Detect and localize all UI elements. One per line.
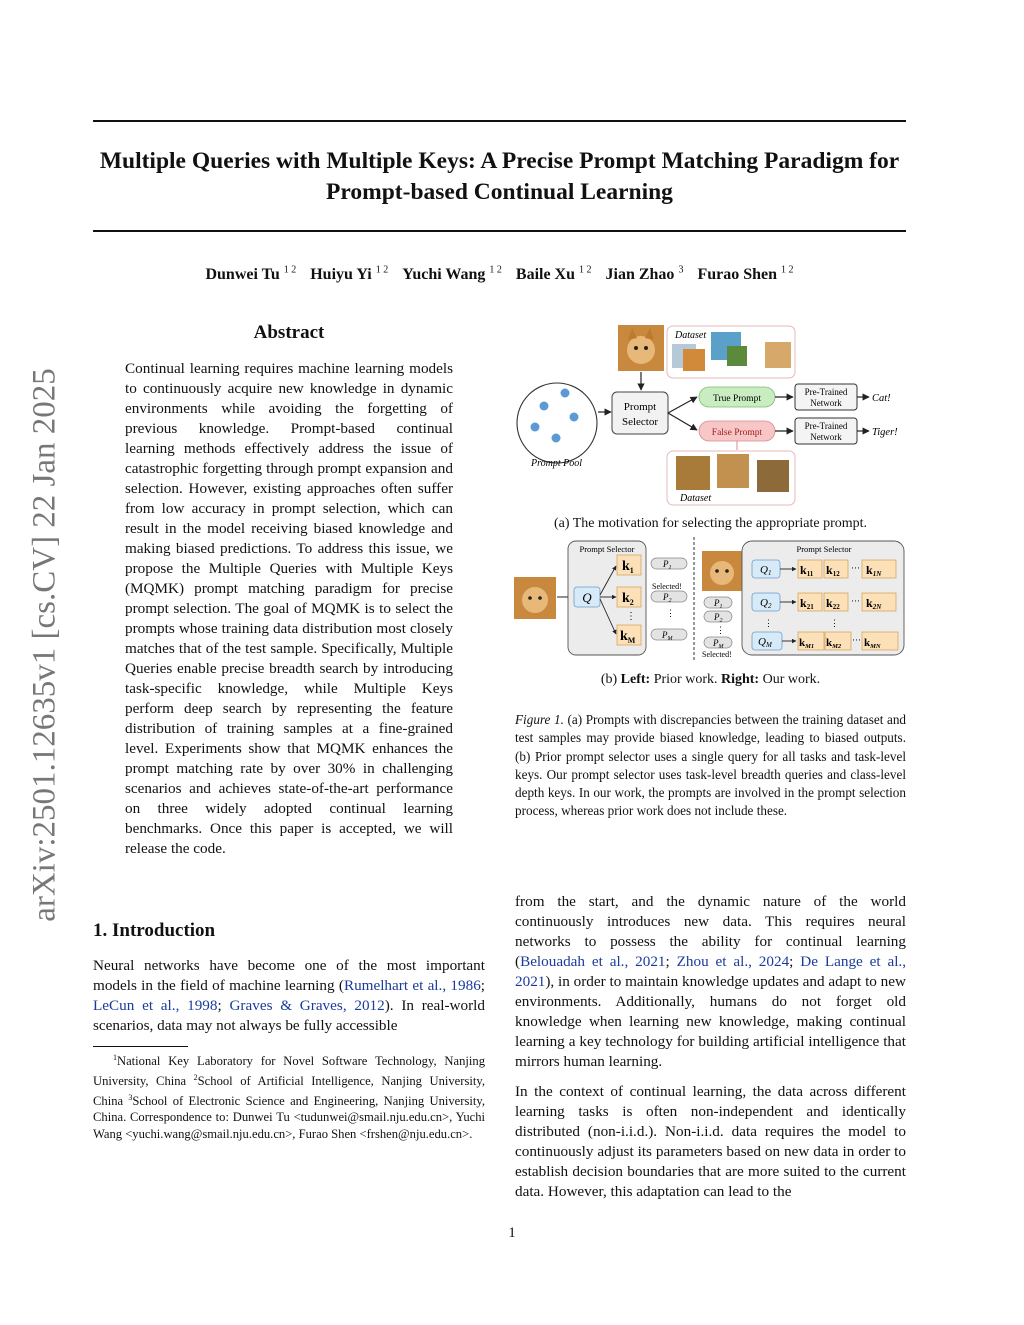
right-query-vdots: ⋮ (764, 618, 773, 628)
pool-node-5 (552, 434, 561, 443)
key-k21-label: k21 (800, 596, 814, 611)
left-selected-label: Selected! (652, 582, 682, 591)
query-row-1 (752, 560, 896, 578)
title-line-2: Prompt-based Continual Learning (326, 179, 673, 205)
author-1: Dunwei Tu $^{1 2}$ (205, 265, 297, 284)
title-line-1: Multiple Queries with Multiple Keys: A Precise Prompt Matching Paradigm for (99, 148, 900, 174)
pool-node-4 (531, 423, 540, 432)
intro-paragraph-2: In the context of continual learning, the data across different learning tasks is often non-independent and identically distributed (non-i.i.d.). Non-i.i.d. data requires the model to continuously adjust its parameters based on new data in order to establish decision boundaries that are more suited to the current data. However, this adaptation can lead to the (515, 1083, 906, 1200)
key-k11-label: k11 (800, 563, 814, 578)
prompt-pool-circle (517, 383, 597, 463)
selector-to-true-arrow (668, 397, 697, 413)
author-3: Yuchi Wang $^{1 2}$ (402, 265, 502, 284)
row-M-cdots: ··· (852, 635, 861, 645)
false-dataset-label: Dataset (680, 493, 712, 504)
query-QM-label: QM (758, 636, 772, 649)
key-kM2-label: kM2 (826, 637, 842, 650)
citation-rumelhart[interactable]: Rumelhart et al., 1986 (343, 977, 481, 994)
test-cat-image (618, 325, 664, 371)
output-cat: Cat! (872, 393, 891, 404)
left-test-image (514, 577, 556, 619)
left-selector-title: Prompt Selector (579, 544, 635, 554)
author-5: Jian Zhao $^3$ (605, 265, 684, 284)
right-test-image (702, 551, 742, 591)
figure-1a (515, 320, 906, 510)
citation-lecun[interactable]: LeCun et al., 1998 (93, 997, 218, 1014)
right-prompt-P1-label: $P_1$ (714, 598, 723, 610)
row-2-cdots: ··· (851, 596, 860, 606)
figure-1a-caption: (a) The motivation for selecting the appropriate prompt. (553, 516, 868, 531)
author-2: Huiyu Yi $^{1 2}$ (310, 265, 389, 284)
query-Q1-label: Q1 (760, 564, 772, 577)
key-kMN-label: kMN (864, 637, 881, 650)
pool-node-3 (570, 413, 579, 422)
left-prompt-vdots: ⋮ (666, 608, 675, 618)
false-prompt-label: False Prompt (711, 428, 763, 438)
pool-node-2 (540, 402, 549, 411)
affiliation-footnote: $^1$National Key Laboratory for Novel Software Technology, Nanjing University, China $^2$School of Artificial Intelligence, Nanjing University, China $^3$School of Electronic Science and Engineering, Nanjing University, China. Correspondence to: Dunwei Tu <tudunwei@smail.nju.edu.cn>, Yuchi Wang <yuchi.wang@smail.nju.edu.cn>, Furao Shen <frshen@nju.edu.cn>. (93, 1053, 485, 1141)
title-top-rule (93, 120, 906, 122)
abstract-body: Continual learning requires machine learning models to continuously acquire new knowledge in dynamic environments while avoiding the forgetting of previous knowledge. Prompt-based continual learning methods effectively address the issue of catastrophic forgetting through prompt expansion and selection. However, existing approaches often suffer from low accuracy in prompt selection, which can result in the model receiving biased knowledge and making biased predictions. To address this issue, we propose the Multiple Queries with Multiple Keys (MQMK) prompt matching paradigm for precise prompt selection. The goal of MQMK is to select the prompts whose training data distribution most closely matches that of the test sample. Specifically, Multiple Queries enable precise breadth search by introducing task-specific knowledge, while Multiple Keys perform deep search by representing the feature distribution of training samples at a fine-grained level. Experiments show that MQMK enhances the prompt matching rate by over 30% in challenging scenarios and achieves state-of-the-art performance on three widely adopted continual learning benchmarks. Once this paper is accepted, we will release the code. (125, 360, 453, 857)
key-k12-label: k12 (826, 563, 840, 578)
right-selector-title: Prompt Selector (796, 544, 852, 554)
right-key-vdots: ⋮ (830, 618, 839, 628)
key-k1N-label: k1N (866, 563, 882, 578)
citation-graves[interactable]: Graves & Graves, 2012 (229, 997, 385, 1014)
figure-1b (512, 535, 906, 663)
left-prompt-P1-label: $P_1$ (663, 559, 672, 571)
prompt-pool-label: Prompt Pool (531, 458, 583, 469)
right-selected-label: Selected! (702, 650, 732, 659)
right-prompt-vdots: ⋮ (716, 625, 725, 635)
intro-paragraph-continued: from the start, and the dynamic nature of the world continuously introduces new data. This requires neural networks to possess the ability for continual learning (Belouadah et al., 2021; Zhou et al., 2024; De Lange et al., 2021), in order to maintain knowledge updates and adapt to new environments. Additionally, humans do not forget old knowledge when learning new knowledge, making continual learning a key technology for building artificial intelligence that mirrors human learning. (515, 893, 907, 1070)
left-key-k2-label: $k_2$ (622, 591, 634, 607)
left-query-label: Q (582, 590, 592, 605)
output-tiger: Tiger! (872, 427, 898, 438)
citation-delange[interactable]: De Lange et al., 2021 (515, 953, 907, 990)
page-number: 1 (508, 1225, 516, 1241)
network-2-line-2: Network (810, 432, 842, 442)
intro-heading: 1. Introduction (93, 920, 216, 941)
left-prompt-PM-label: $P_M$ (662, 630, 673, 642)
selector-line-1: Prompt (623, 401, 657, 413)
selector-to-false-arrow (668, 413, 697, 430)
citation-zhou[interactable]: Zhou et al., 2024 (676, 953, 790, 970)
row-1-cdots: ··· (851, 563, 860, 573)
network-1-line-2: Network (810, 398, 842, 408)
title-bottom-rule (93, 230, 906, 232)
key-kM1-label: kM1 (799, 637, 815, 650)
left-key-kM-label: $k_M$ (620, 629, 636, 645)
citation-belouadah[interactable]: Belouadah et al., 2021 (520, 953, 666, 970)
figure-1-caption: Figure 1. (a) Prompts with discrepancies between the training dataset and test samples may provide biased knowledge, leading to biased outputs. (b) Prior prompt selector uses a single query for all tasks and task-level keys. Our prompt selector uses task-level breadth queries and class-level depth keys. In our work, the prompts are involved in the prompt selection process, whereas prior work does not include these. (515, 712, 907, 819)
author-list (93, 265, 906, 284)
true-prompt-label: True Prompt (713, 394, 761, 404)
intro-paragraph: Neural networks have become one of the most important models in the field of machine learning (Rumelhart et al., 1986; LeCun et al., 1998; Graves & Graves, 2012). In real-world scenarios, data may not always be fully accessible (93, 957, 486, 1034)
author-4: Baile Xu $^{1 2}$ (515, 265, 592, 284)
key-k22-label: k22 (826, 596, 840, 611)
query-row-M (752, 632, 898, 650)
query-Q2-label: Q2 (760, 597, 772, 610)
key-k2N-label: k2N (866, 596, 882, 611)
selector-line-2: Selector (621, 416, 659, 428)
network-2-line-1: Pre-Trained (804, 421, 848, 431)
abstract-heading: Abstract (253, 322, 325, 343)
network-1-line-1: Pre-Trained (804, 387, 848, 397)
left-key-k1-label: $k_1$ (622, 559, 634, 575)
right-prompt-PM-label: $P_M$ (713, 638, 724, 650)
right-prompt-P2-label: $P_2$ (714, 612, 723, 624)
arxiv-sidebar-stamp: arXiv:2501.12635v1 [cs.CV] 22 Jan 2025 (26, 368, 63, 922)
left-prompt-P2-label: $P_2$ (663, 592, 672, 604)
query-row-2 (752, 593, 896, 611)
true-dataset-label: Dataset (675, 330, 707, 341)
author-6: Furao Shen $^{1 2}$ (697, 265, 794, 284)
left-key-vdots: ⋮ (626, 611, 636, 622)
pool-node-1 (561, 389, 570, 398)
paper-title (93, 146, 906, 208)
figure-1b-caption: (b) Left: Prior work. Right: Our work. (600, 672, 821, 687)
footnote-rule (93, 1046, 188, 1047)
